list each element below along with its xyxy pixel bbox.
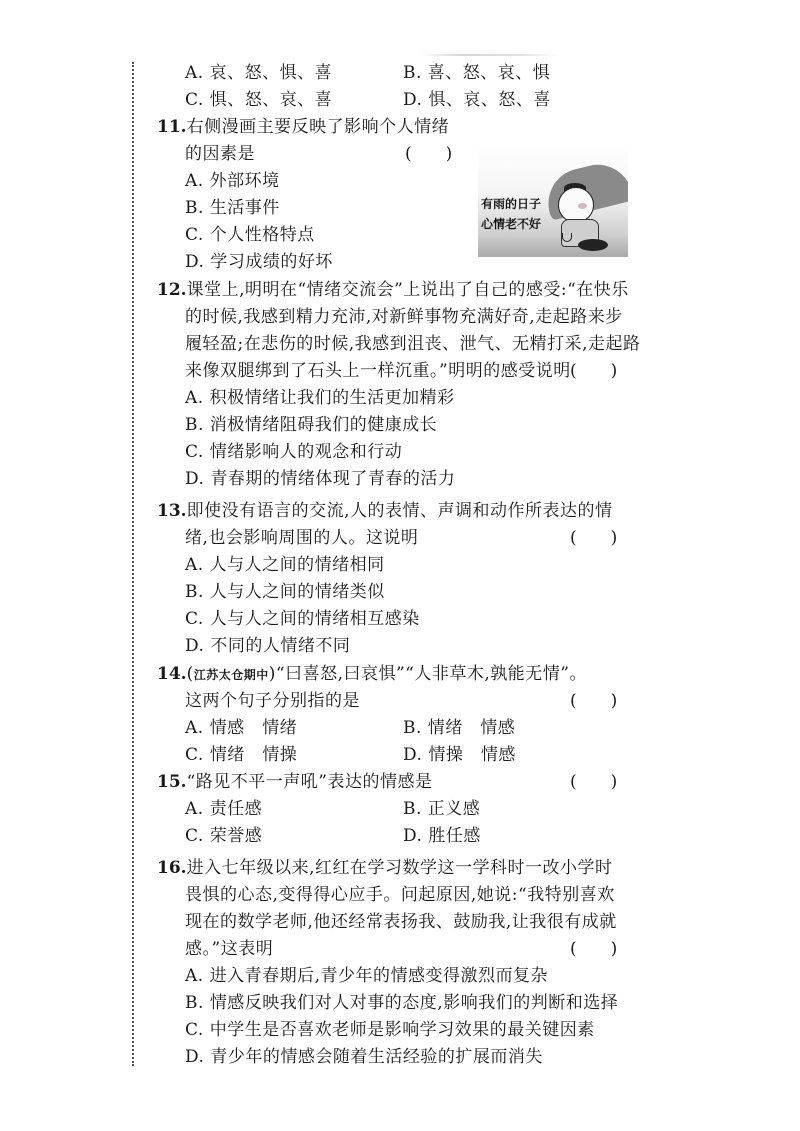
option-a: A. 情感 情绪 bbox=[185, 718, 298, 738]
option-c: C. 个人性格特点 bbox=[185, 225, 315, 245]
option-a: A. 进入青春期后,青少年的情感变得激烈而复杂 bbox=[185, 966, 548, 986]
caption-line-1: 有雨的日子 bbox=[481, 197, 542, 211]
answer-blank[interactable]: ( ) bbox=[405, 144, 453, 164]
question-stem: 感。”这表明 bbox=[185, 939, 274, 959]
option-d: D. 不同的人情绪不同 bbox=[185, 636, 351, 656]
question-number: 13. bbox=[157, 501, 187, 521]
option-b: B. 消极情绪阻碍我们的健康成长 bbox=[185, 415, 438, 435]
option-a: A. 责任感 bbox=[185, 799, 263, 819]
option-a: A. 哀、怒、惧、喜 bbox=[185, 63, 333, 83]
option-c: C. 荣誉感 bbox=[185, 826, 263, 846]
question-stem: 现在的数学老师,他还经常表扬我、鼓励我,让我很有成就 bbox=[185, 912, 617, 932]
option-b: B. 人与人之间的情绪类似 bbox=[185, 582, 385, 602]
question-stem: 绪,也会影响周围的人。这说明 bbox=[185, 528, 419, 548]
answer-blank[interactable]: ( ) bbox=[570, 939, 618, 959]
question-stem: 的时候,我感到精力充沛,对新鲜事物充满好奇,走起路来步 bbox=[185, 307, 623, 327]
option-c: C. 中学生是否喜欢老师是影响学习效果的最关键因素 bbox=[185, 1020, 595, 1040]
answer-blank[interactable]: ( ) bbox=[570, 361, 618, 381]
option-b: B. 情感反映我们对人对事的态度,影响我们的判断和选择 bbox=[185, 993, 619, 1013]
option-d: D. 惧、哀、怒、喜 bbox=[403, 90, 551, 110]
question-stem: 来像双腿绑到了石头上一样沉重。”明明的感受说明 bbox=[185, 361, 571, 381]
option-a: A. 外部环境 bbox=[185, 171, 280, 191]
answer-blank[interactable]: ( ) bbox=[570, 691, 618, 711]
option-b: B. 正义感 bbox=[403, 799, 481, 819]
question-stem: 进入七年级以来,红红在学习数学这一学科时一改小学时 bbox=[186, 858, 613, 878]
cartoon-caption bbox=[481, 194, 541, 234]
question-number: 11. bbox=[157, 117, 187, 137]
question-stem: 畏惧的心态,变得得心应手。问起原因,她说:“我特别喜欢 bbox=[185, 885, 615, 905]
question-number: 12. bbox=[157, 280, 187, 300]
question-stem: 的因素是 bbox=[185, 144, 255, 164]
option-d: D. 学习成绩的好坏 bbox=[185, 252, 333, 272]
option-a: A. 积极情绪让我们的生活更加精彩 bbox=[185, 388, 455, 408]
question-number: 15. bbox=[157, 772, 187, 792]
question-stem: 这两个句子分别指的是 bbox=[185, 691, 360, 711]
option-c: C. 人与人之间的情绪相互感染 bbox=[185, 609, 420, 629]
option-c: C. 情绪 情操 bbox=[185, 745, 298, 765]
question-stem: “路见不平一声吼”表达的情感是 bbox=[186, 772, 433, 792]
binding-margin-dotted-line bbox=[132, 62, 134, 1066]
question-stem: “曰喜怒,曰哀惧”“人非草木,孰能无情”。 bbox=[275, 664, 587, 684]
question-stem: 履轻盈;在悲伤的时候,我感到沮丧、泄气、无精打采,走起路 bbox=[185, 334, 641, 354]
caption-line-2: 心情老不好 bbox=[481, 217, 542, 231]
scan-artifact bbox=[420, 54, 560, 56]
answer-blank[interactable]: ( ) bbox=[570, 528, 618, 548]
cartoon-cheek bbox=[578, 203, 587, 209]
answer-blank[interactable]: ( ) bbox=[570, 772, 618, 792]
cartoon-feet bbox=[578, 239, 608, 251]
question-stem: 即使没有语言的交流,人的表情、声调和动作所表达的情 bbox=[186, 501, 613, 521]
option-d: D. 胜任感 bbox=[403, 826, 481, 846]
question-number: 16. bbox=[157, 858, 187, 878]
question-number: 14. bbox=[157, 664, 187, 684]
question-stem: 课堂上,明明在“情绪交流会”上说出了自己的感受:“在快乐 bbox=[186, 280, 629, 300]
option-d: D. 青少年的情感会随着生活经验的扩展而消失 bbox=[185, 1047, 543, 1067]
question-stem: 右侧漫画主要反映了影响个人情绪 bbox=[186, 117, 450, 137]
cartoon-head bbox=[558, 187, 594, 223]
option-b: B. 情绪 情感 bbox=[403, 718, 516, 738]
option-c: C. 情绪影响人的观念和行动 bbox=[185, 442, 403, 462]
option-b: B. 喜、怒、哀、惧 bbox=[403, 63, 551, 83]
option-d: D. 情操 情感 bbox=[403, 745, 516, 765]
option-a: A. 人与人之间的情绪相同 bbox=[185, 555, 385, 575]
child-with-umbrella-cartoon bbox=[478, 145, 628, 257]
option-d: D. 青春期的情绪体现了青春的活力 bbox=[185, 469, 456, 489]
option-b: B. 生活事件 bbox=[185, 198, 280, 218]
source-tag: 江苏太仓期中 bbox=[193, 668, 269, 682]
option-c: C. 惧、怒、哀、喜 bbox=[185, 90, 333, 110]
